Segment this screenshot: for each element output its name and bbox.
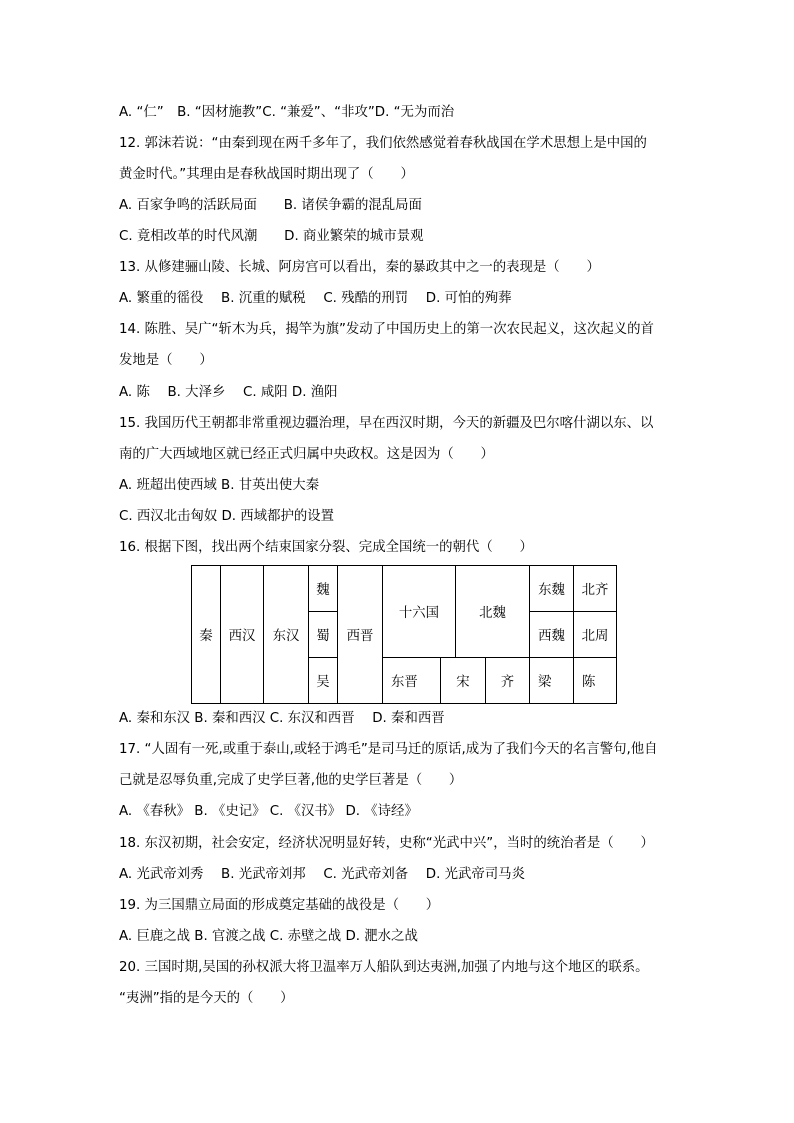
table-cell: 西汉 <box>221 566 264 704</box>
table-cell: 陈 <box>574 658 617 704</box>
table-cell: 西晋 <box>338 566 383 704</box>
table-cell: 吴 <box>309 658 338 704</box>
question-text-line: 17. “人固有一死,或重于泰山,或轻于鸿毛”是司马迁的原话,成为了我们今天的名言警句,他自 <box>119 742 658 757</box>
table-cell: 北魏 <box>456 566 530 658</box>
question-text-line: A. 繁重的徭役 B. 沉重的赋税 C. 残酷的刑罚 D. 可怕的殉葬 <box>119 291 512 306</box>
question-text-line: 16. 根据下图，找出两个结束国家分裂、完成全国统一的朝代（ ） <box>119 540 533 555</box>
question-text-line: 南的广大西域地区就已经正式归属中央政权。这是因为（ ） <box>119 447 494 462</box>
table-cell: 蜀 <box>309 612 338 658</box>
table-cell: 北齐 <box>574 566 617 612</box>
question-text-line: A. 陈 B. 大泽乡 C. 咸阳 D. 渔阳 <box>119 385 338 400</box>
question-text-line: A. 《春秋》 B. 《史记》 C. 《汉书》 D. 《诗经》 <box>119 804 418 819</box>
question-text-line: 黄金时代。”其理由是春秋战国时期出现了（ ） <box>119 167 414 182</box>
question-text-line: A. 班超出使西域 B. 甘英出使大秦 <box>119 478 320 493</box>
question-text-line: 14. 陈胜、吴广“斩木为兵，揭竿为旗”发动了中国历史上的第一次农民起义，这次起义的首 <box>119 322 654 337</box>
table-cell: 东晋 <box>383 658 441 704</box>
question-text-line: C. 西汉北击匈奴 D. 西域都护的设置 <box>119 509 335 524</box>
question-text-line: A. 百家争鸣的活跃局面 B. 诸侯争霸的混乱局面 <box>119 198 422 213</box>
table-cell: 西魏 <box>530 612 574 658</box>
question-text-line: A. 秦和东汉 B. 秦和西汉 C. 东汉和西晋 D. 秦和西晋 <box>119 711 445 726</box>
question-text-line: 己就是忍辱负重,完成了史学巨著,他的史学巨著是（ ） <box>119 773 463 788</box>
question-text-line: A. “仁” B. “因材施教”C. “兼爱”、“非攻”D. “无为而治 <box>119 105 455 120</box>
question-text-line: 发地是（ ） <box>119 353 213 368</box>
question-text-line: A. 巨鹿之战 B. 官渡之战 C. 赤壁之战 D. 淝水之战 <box>119 929 418 944</box>
question-text-line: 12. 郭沫若说：“由秦到现在两千多年了，我们依然感觉着春秋战国在学术思想上是中国的 <box>119 136 647 151</box>
table-cell: 齐 <box>486 658 530 704</box>
question-text-line: C. 竟相改革的时代风潮 D. 商业繁荣的城市景观 <box>119 229 424 244</box>
question-text-line: 18. 东汉初期，社会安定，经济状况明显好转，史称“光武中兴”，当时的统治者是（ ） <box>119 836 654 851</box>
table-cell: 十六国 <box>383 566 456 658</box>
dynasty-table <box>191 565 617 704</box>
table-cell: 北周 <box>574 612 617 658</box>
question-text-line: “夷洲”指的是今天的（ ） <box>119 991 294 1006</box>
question-text-line: 20. 三国时期,吴国的孙权派大将卫温率万人船队到达夷洲,加强了内地与这个地区的联系。 <box>119 960 649 975</box>
table-cell: 宋 <box>441 658 486 704</box>
question-text-line: 13. 从修建骊山陵、长城、阿房宫可以看出，秦的暴政其中之一的表现是（ ） <box>119 260 600 275</box>
table-cell: 秦 <box>192 566 221 704</box>
table-cell: 梁 <box>530 658 574 704</box>
table-cell: 魏 <box>309 566 338 612</box>
question-text-line: A. 光武帝刘秀 B. 光武帝刘邦 C. 光武帝刘备 D. 光武帝司马炎 <box>119 867 525 882</box>
table-cell: 东魏 <box>530 566 574 612</box>
table-cell: 东汉 <box>264 566 309 704</box>
question-text-line: 19. 为三国鼎立局面的形成奠定基础的战役是（ ） <box>119 898 440 913</box>
question-text-line: 15. 我国历代王朝都非常重视边疆治理，早在西汉时期，今天的新疆及巴尔喀什湖以东、以 <box>119 416 654 431</box>
